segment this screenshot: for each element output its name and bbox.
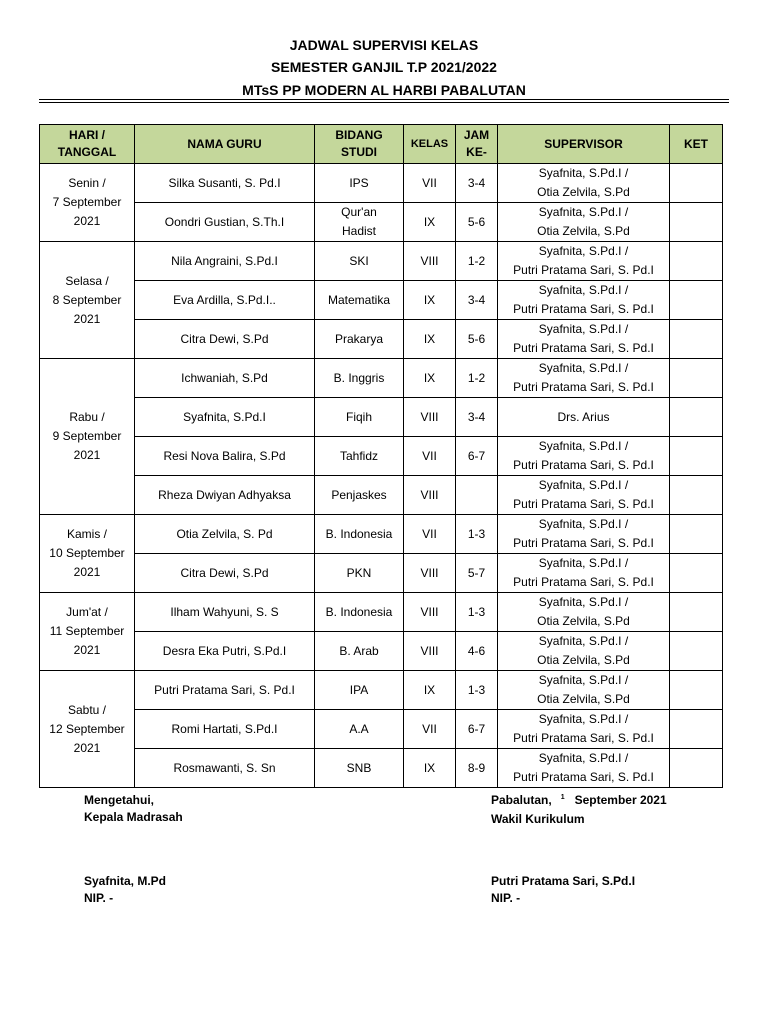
teacher-name-cell: Silka Susanti, S. Pd.I <box>135 164 315 203</box>
supervisor-line: Otia Zelvila, S.Pd <box>537 653 630 667</box>
sig-left-title: Kepala Madrasah <box>84 810 183 824</box>
sig-right-day: 1 <box>560 794 565 801</box>
subject-line: B. Indonesia <box>325 604 393 619</box>
supervisor-line: Syafnita, S.Pd.I / <box>538 322 629 336</box>
supervisor-line: Syafnita, S.Pd.I / <box>538 712 629 726</box>
supervisor-cell <box>498 203 670 242</box>
teacher-name-cell: Ichwaniah, S.Pd <box>135 359 315 398</box>
supervisor-line: Syafnita, S.Pd.I / <box>538 478 629 492</box>
subject-cell <box>315 359 404 398</box>
table-header-row <box>40 125 723 164</box>
col-header-ket: KET <box>670 125 723 164</box>
class-cell: VIII <box>404 593 456 632</box>
supervisor-line: Putri Pratama Sari, S. Pd.I <box>513 380 654 394</box>
subject-cell <box>315 281 404 320</box>
subject-line: Penjaskes <box>331 487 387 502</box>
subject-line: Matematika <box>327 292 391 307</box>
supervisor-line: Syafnita, S.Pd.I / <box>538 595 629 609</box>
header-rule-bottom <box>39 102 729 103</box>
supervisor-cell <box>498 398 670 437</box>
supervisor-cell <box>498 320 670 359</box>
class-cell: VIII <box>404 242 456 281</box>
ket-cell <box>670 476 723 515</box>
table-row <box>40 593 723 632</box>
class-cell: IX <box>404 320 456 359</box>
sig-left-line1: Mengetahui, <box>84 793 155 807</box>
table-row <box>40 242 723 281</box>
subject-line: Hadist <box>341 224 376 238</box>
subject-line: Fiqih <box>345 409 372 424</box>
signature-right-name-block <box>491 873 635 907</box>
supervisor-line: Syafnita, S.Pd.I / <box>538 283 629 297</box>
day-label-line: 10 September <box>49 546 125 560</box>
sig-right-date-line <box>491 792 667 811</box>
subject-line: IPS <box>349 175 369 190</box>
ket-cell <box>670 515 723 554</box>
day-label-line: Sabtu / <box>67 702 107 717</box>
teacher-name-cell: Rheza Dwiyan Adhyaksa <box>135 476 315 515</box>
teacher-name-cell: Romi Hartati, S.Pd.I <box>135 710 315 749</box>
subject-line: B. Inggris <box>333 370 385 385</box>
supervisor-line: Putri Pratama Sari, S. Pd.I <box>513 263 654 277</box>
col-header-hari-tanggal-label: HARI / TANGGAL <box>57 128 117 159</box>
teacher-name-cell: Nila Angraini, S.Pd.I <box>135 242 315 281</box>
document-title: JADWAL SUPERVISI KELAS <box>289 37 479 53</box>
day-label-line: 2021 <box>73 448 101 462</box>
subject-cell <box>315 242 404 281</box>
supervisor-line: Syafnita, S.Pd.I / <box>538 166 629 180</box>
supervisor-line: Syafnita, S.Pd.I / <box>538 244 629 258</box>
class-cell: IX <box>404 749 456 788</box>
supervisor-line: Putri Pratama Sari, S. Pd.I <box>513 536 654 550</box>
supervisor-cell <box>498 164 670 203</box>
document-subtitle: SEMESTER GANJIL T.P 2021/2022 <box>271 59 497 75</box>
supervisor-line: Otia Zelvila, S.Pd <box>537 692 630 706</box>
table-row <box>40 710 723 749</box>
ket-cell <box>670 242 723 281</box>
supervisor-cell <box>498 242 670 281</box>
table-row <box>40 632 723 671</box>
class-cell: VIII <box>404 476 456 515</box>
supervisor-cell <box>498 749 670 788</box>
ket-cell <box>670 554 723 593</box>
period-cell: 3-4 <box>456 164 498 203</box>
class-cell: VIII <box>404 632 456 671</box>
teacher-name-cell: Putri Pratama Sari, S. Pd.I <box>135 671 315 710</box>
supervisor-line: Putri Pratama Sari, S. Pd.I <box>513 302 654 316</box>
teacher-name-cell: Citra Dewi, S.Pd <box>135 320 315 359</box>
col-header-supervisor: SUPERVISOR <box>498 125 670 164</box>
subject-line: B. Indonesia <box>325 526 393 541</box>
period-cell: 1-3 <box>456 593 498 632</box>
subject-line: SNB <box>346 760 372 775</box>
period-cell: 3-4 <box>456 281 498 320</box>
day-label-line: Rabu / <box>69 410 105 424</box>
supervisor-cell <box>498 710 670 749</box>
col-header-jam-ke-label: JAM KE- <box>463 128 490 159</box>
ket-cell <box>670 359 723 398</box>
day-label-line: 12 September <box>49 721 125 736</box>
supervisor-cell <box>498 476 670 515</box>
supervisor-line: Syafnita, S.Pd.I / <box>538 751 629 765</box>
class-cell: VII <box>404 437 456 476</box>
day-label-line: 2021 <box>73 643 101 657</box>
table-row <box>40 398 723 437</box>
day-label-line: 2021 <box>73 565 101 579</box>
supervisor-line: Otia Zelvila, S.Pd <box>537 614 630 628</box>
table-row <box>40 359 723 398</box>
table-row <box>40 749 723 788</box>
ket-cell <box>670 437 723 476</box>
teacher-name-cell: Citra Dewi, S.Pd <box>135 554 315 593</box>
table-row <box>40 437 723 476</box>
day-label-line: 2021 <box>73 214 101 228</box>
signature-left-name-block <box>84 873 166 907</box>
supervisor-cell <box>498 437 670 476</box>
period-cell: 1-2 <box>456 242 498 281</box>
supervisor-line: Otia Zelvila, S.Pd <box>537 185 630 199</box>
ket-cell <box>670 593 723 632</box>
class-cell: VII <box>404 710 456 749</box>
supervisor-line: Drs. Arius <box>557 409 610 424</box>
subject-cell <box>315 593 404 632</box>
supervisor-line: Syafnita, S.Pd.I / <box>538 556 629 570</box>
subject-cell <box>315 476 404 515</box>
class-cell: IX <box>404 281 456 320</box>
table-row <box>40 164 723 203</box>
col-header-jam-ke <box>456 125 498 164</box>
class-cell: VII <box>404 515 456 554</box>
subject-line: Qur'an <box>341 205 377 219</box>
ket-cell <box>670 281 723 320</box>
sig-right-nip: NIP. - <box>491 891 521 905</box>
teacher-name-cell: Rosmawanti, S. Sn <box>135 749 315 788</box>
subject-cell <box>315 554 404 593</box>
day-label-line: 2021 <box>73 740 101 755</box>
supervisor-cell <box>498 281 670 320</box>
period-cell: 6-7 <box>456 710 498 749</box>
subject-line: Prakarya <box>334 331 384 346</box>
supervisor-line: Putri Pratama Sari, S. Pd.I <box>513 497 654 511</box>
class-cell: IX <box>404 203 456 242</box>
day-label-line: Senin / <box>68 176 106 190</box>
period-cell: 6-7 <box>456 437 498 476</box>
signature-left <box>84 792 183 826</box>
sig-left-name: Syafnita, M.Pd <box>84 874 167 888</box>
class-cell: VII <box>404 164 456 203</box>
subject-line: B. Arab <box>339 643 379 658</box>
teacher-name-cell: Syafnita, S.Pd.I <box>135 398 315 437</box>
supervisor-cell <box>498 671 670 710</box>
subject-cell <box>315 671 404 710</box>
ket-cell <box>670 749 723 788</box>
table-row <box>40 281 723 320</box>
day-label-line: Kamis / <box>66 527 107 541</box>
subject-cell <box>315 515 404 554</box>
day-label-line: 2021 <box>73 311 101 326</box>
period-cell: 3-4 <box>456 398 498 437</box>
teacher-name-cell: Resi Nova Balira, S.Pd <box>135 437 315 476</box>
subject-cell <box>315 320 404 359</box>
supervisor-line: Syafnita, S.Pd.I / <box>538 517 629 531</box>
subject-cell <box>315 710 404 749</box>
supervisor-cell <box>498 515 670 554</box>
header-rule-top <box>39 99 729 100</box>
table-row <box>40 515 723 554</box>
day-cell <box>40 671 135 788</box>
ket-cell <box>670 398 723 437</box>
sig-right-month-year: September 2021 <box>574 793 667 807</box>
day-label-line: 8 September <box>52 292 122 307</box>
supervisor-line: Putri Pratama Sari, S. Pd.I <box>513 770 654 784</box>
supervisor-line: Syafnita, S.Pd.I / <box>538 439 629 453</box>
signature-right <box>491 792 667 828</box>
subject-cell <box>315 437 404 476</box>
sig-right-name: Putri Pratama Sari, S.Pd.I <box>491 874 636 888</box>
school-name: MTsS PP MODERN AL HARBI PABALUTAN <box>242 82 526 98</box>
subject-line: Tahfidz <box>339 448 379 463</box>
subject-line: PKN <box>346 565 372 580</box>
schedule-table <box>39 124 723 788</box>
sig-right-title: Wakil Kurikulum <box>491 812 585 826</box>
day-cell <box>40 593 135 671</box>
teacher-name-cell: Eva Ardilla, S.Pd.I.. <box>135 281 315 320</box>
table-row <box>40 476 723 515</box>
day-label-line: Selasa / <box>65 273 109 288</box>
day-label-line: Jum'at / <box>66 605 108 619</box>
period-cell <box>456 476 498 515</box>
class-cell: VIII <box>404 554 456 593</box>
supervisor-cell <box>498 632 670 671</box>
ket-cell <box>670 203 723 242</box>
sig-left-nip: NIP. - <box>84 891 114 905</box>
table-row <box>40 671 723 710</box>
col-header-hari-tanggal <box>40 125 135 164</box>
supervisor-line: Syafnita, S.Pd.I / <box>538 634 629 648</box>
subject-cell <box>315 398 404 437</box>
supervisor-line: Putri Pratama Sari, S. Pd.I <box>513 731 654 745</box>
day-cell <box>40 164 135 242</box>
period-cell: 8-9 <box>456 749 498 788</box>
subject-line: SKI <box>349 253 369 268</box>
subject-cell <box>315 164 404 203</box>
ket-cell <box>670 320 723 359</box>
class-cell: VIII <box>404 398 456 437</box>
day-label-line: 11 September <box>49 624 125 638</box>
supervisor-line: Syafnita, S.Pd.I / <box>538 673 629 687</box>
period-cell: 1-2 <box>456 359 498 398</box>
table-row <box>40 203 723 242</box>
period-cell: 5-7 <box>456 554 498 593</box>
schedule-body <box>40 164 723 788</box>
teacher-name-cell: Otia Zelvila, S. Pd <box>135 515 315 554</box>
supervisor-line: Otia Zelvila, S.Pd <box>537 224 630 238</box>
supervisor-line: Syafnita, S.Pd.I / <box>538 361 629 375</box>
day-cell <box>40 242 135 359</box>
table-row <box>40 320 723 359</box>
period-cell: 1-3 <box>456 671 498 710</box>
day-cell <box>40 359 135 515</box>
subject-cell <box>315 203 404 242</box>
table-row <box>40 554 723 593</box>
sig-right-place: Pabalutan, <box>491 793 552 807</box>
supervisor-cell <box>498 593 670 632</box>
subject-cell <box>315 749 404 788</box>
ket-cell <box>670 164 723 203</box>
teacher-name-cell: Desra Eka Putri, S.Pd.I <box>135 632 315 671</box>
teacher-name-cell: Ilham Wahyuni, S. S <box>135 593 315 632</box>
period-cell: 5-6 <box>456 203 498 242</box>
period-cell: 4-6 <box>456 632 498 671</box>
supervisor-cell <box>498 554 670 593</box>
class-cell: IX <box>404 671 456 710</box>
ket-cell <box>670 671 723 710</box>
period-cell: 1-3 <box>456 515 498 554</box>
day-cell <box>40 515 135 593</box>
col-header-bidang-studi-label: BIDANG STUDI <box>335 128 383 159</box>
col-header-kelas: KELAS <box>404 125 456 164</box>
subject-line: A.A <box>349 721 369 736</box>
subject-line: IPA <box>349 682 369 697</box>
subject-cell <box>315 632 404 671</box>
supervisor-line: Putri Pratama Sari, S. Pd.I <box>513 575 654 589</box>
supervisor-line: Putri Pratama Sari, S. Pd.I <box>513 341 654 355</box>
supervisor-cell <box>498 359 670 398</box>
day-label-line: 7 September <box>52 195 122 209</box>
col-header-nama-guru: NAMA GURU <box>135 125 315 164</box>
supervisor-line: Syafnita, S.Pd.I / <box>538 205 629 219</box>
ket-cell <box>670 710 723 749</box>
supervisor-line: Putri Pratama Sari, S. Pd.I <box>513 458 654 472</box>
col-header-bidang-studi <box>315 125 404 164</box>
ket-cell <box>670 632 723 671</box>
class-cell: IX <box>404 359 456 398</box>
period-cell: 5-6 <box>456 320 498 359</box>
day-label-line: 9 September <box>52 429 122 443</box>
teacher-name-cell: Oondri Gustian, S.Th.I <box>135 203 315 242</box>
